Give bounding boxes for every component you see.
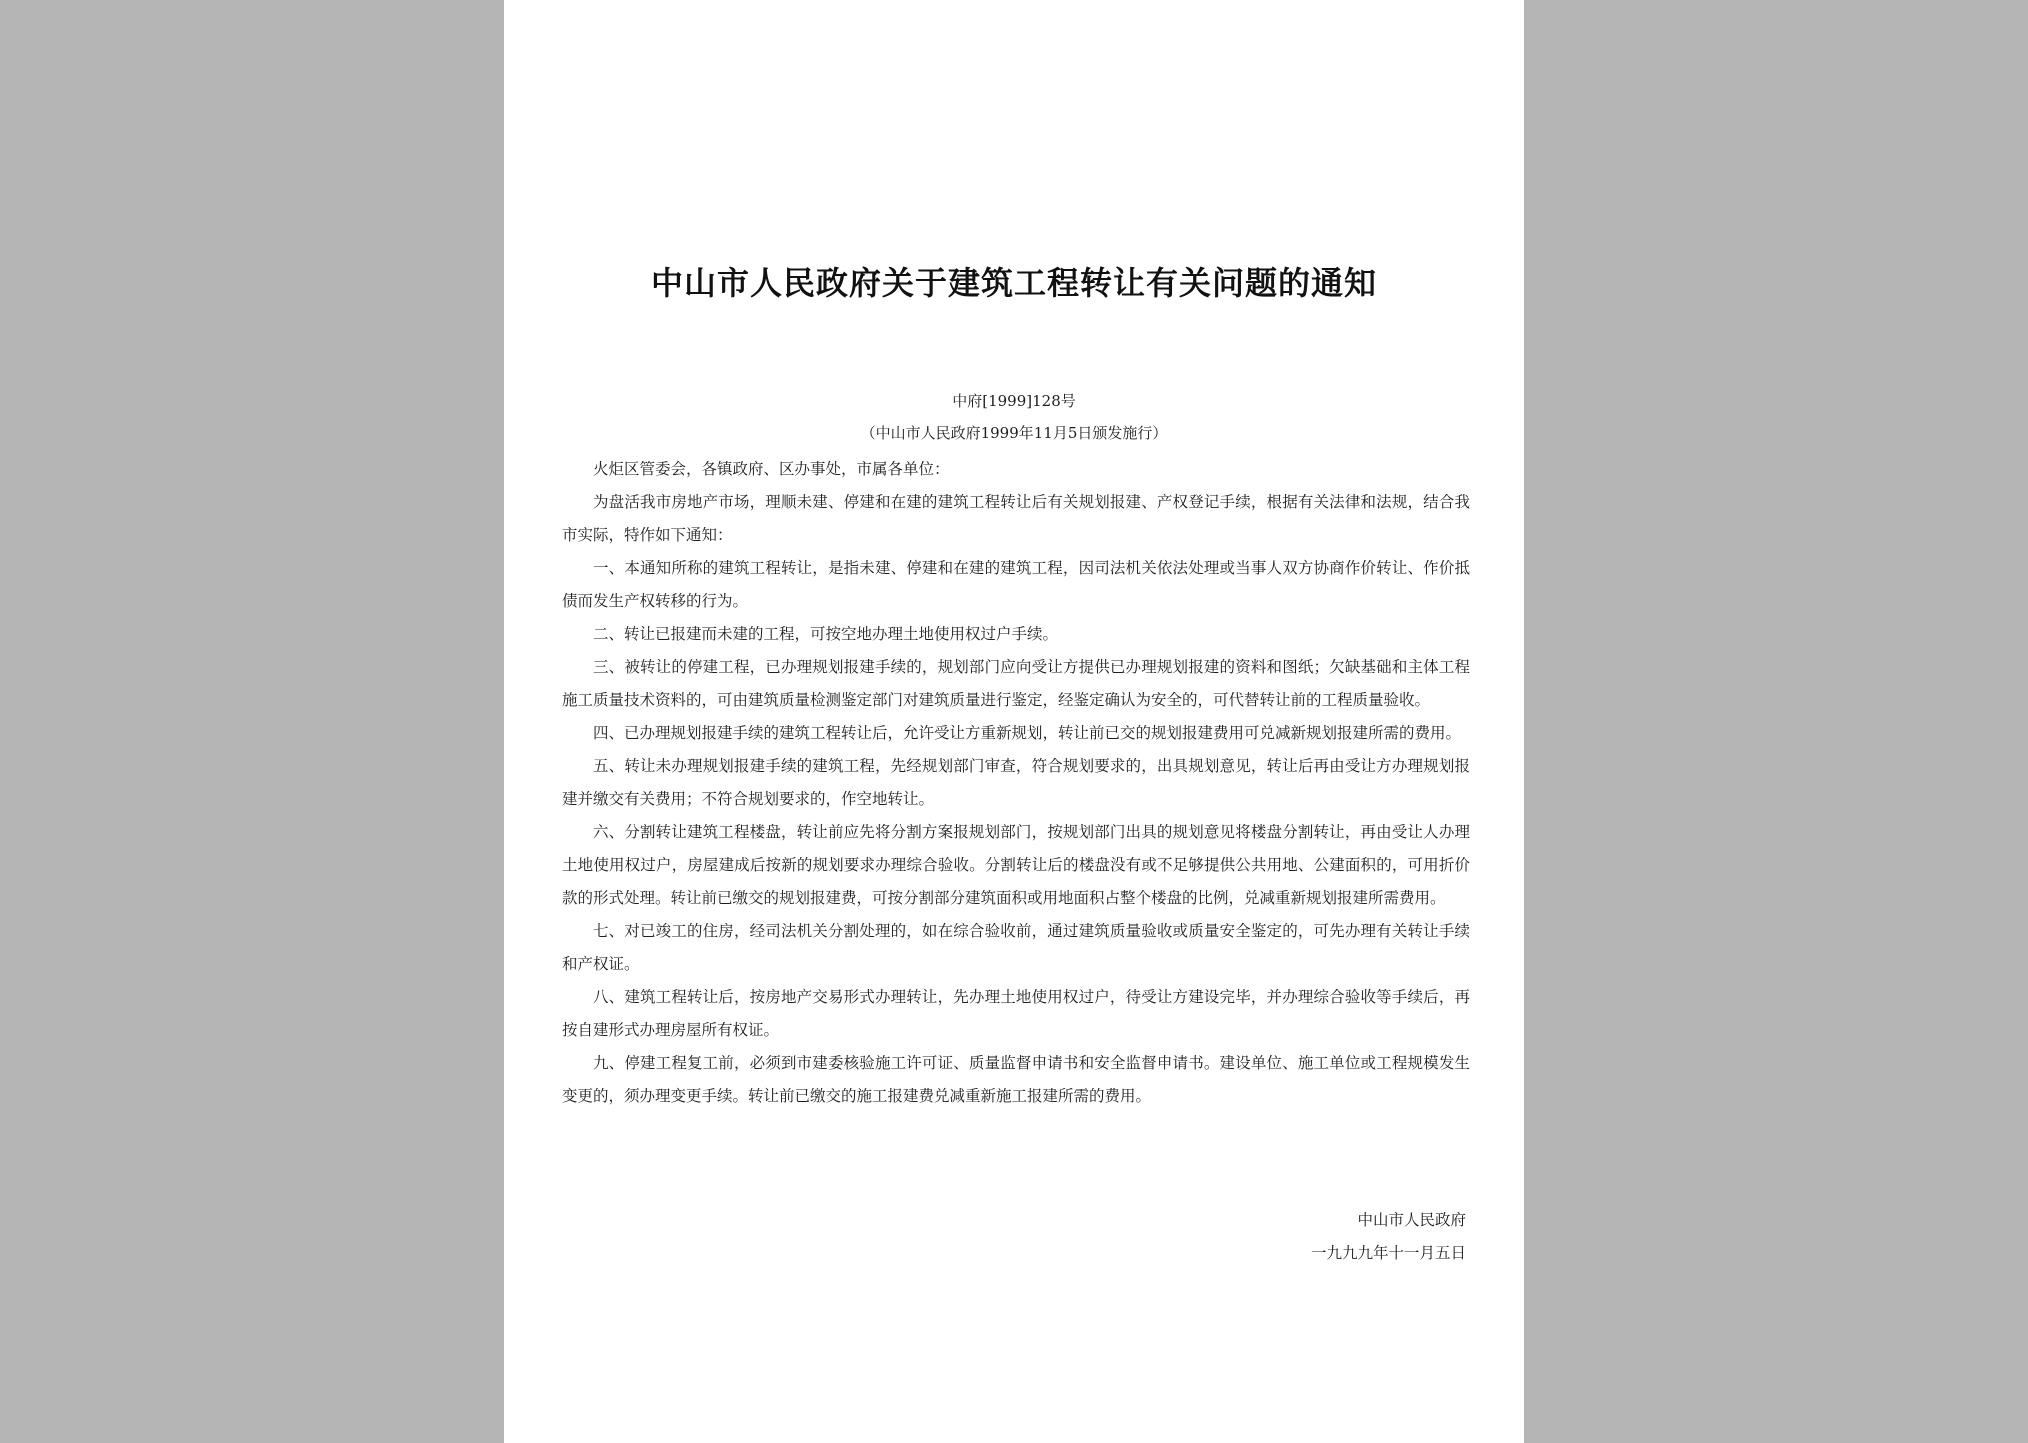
- signature-organization: 中山市人民政府: [1357, 1211, 1466, 1229]
- document-body: [562, 453, 1470, 1113]
- paragraph-4: 四、已办理规划报建手续的建筑工程转让后，允许受让方重新规划，转让前已交的规划报建费用可兑减新规划报建所需的费用。: [593, 724, 1462, 742]
- signature-date: 一九九九年十一月五日: [1310, 1244, 1466, 1262]
- issued-note: （中山市人民政府1999年11月5日颁发施行）: [860, 424, 1168, 442]
- paragraph-6: 六、分割转让建筑工程楼盘，转让前应先将分割方案报规划部门，按规划部门出具的规划意见将楼盘分割转让，再由受让人办理土地使用权过户，房屋建成后按新的规划要求办理综合验收。分割转让后的楼盘没有或不足够提供公共用地、公建面积的，可用折价款的形式处理。转让前已缴交的规划报建费，可按分割部分建筑面积或用地面积占整个楼盘的比例，兑减重新规划报建所需费用。: [562, 823, 1470, 907]
- document-number: 中府[1999]128号: [952, 392, 1076, 410]
- paragraph-3: 三、被转让的停建工程，已办理规划报建手续的，规划部门应向受让方提供已办理规划报建的资料和图纸；欠缺基础和主体工程施工质量技术资料的，可由建筑质量检测鉴定部门对建筑质量进行鉴定，经鉴定确认为安全的，可代替转让前的工程质量验收。: [562, 658, 1470, 709]
- paragraph-7: 七、对已竣工的住房，经司法机关分割处理的，如在综合验收前，通过建筑质量验收或质量安全鉴定的，可先办理有关转让手续和产权证。: [562, 922, 1470, 973]
- paragraph-9: 九、停建工程复工前，必须到市建委核验施工许可证、质量监督申请书和安全监督申请书。建设单位、施工单位或工程规模发生变更的，须办理变更手续。转让前已缴交的施工报建费兑减重新施工报建所需的费用。: [562, 1054, 1470, 1105]
- paragraph-8: 八、建筑工程转让后，按房地产交易形式办理转让，先办理土地使用权过户，待受让方建设完毕，并办理综合验收等手续后，再按自建形式办理房屋所有权证。: [562, 988, 1470, 1039]
- document-title: 中山市人民政府关于建筑工程转让有关问题的通知: [650, 264, 1377, 302]
- paragraph-5: 五、转让未办理规划报建手续的建筑工程，先经规划部门审查，符合规划要求的，出具规划意见，转让后再由受让方办理规划报建并缴交有关费用；不符合规划要求的，作空地转让。: [562, 757, 1470, 808]
- paragraph-1: 一、本通知所称的建筑工程转让，是指未建、停建和在建的建筑工程，因司法机关依法处理或当事人双方协商作价转让、作价抵债而发生产权转移的行为。: [562, 559, 1470, 610]
- paragraph-preamble: 为盘活我市房地产市场，理顺未建、停建和在建的建筑工程转让后有关规划报建、产权登记手续，根据有关法律和法规，结合我市实际，特作如下通知：: [562, 493, 1470, 544]
- paragraph-2: 二、转让已报建而未建的工程，可按空地办理土地使用权过户手续。: [593, 625, 1059, 643]
- document-page: [504, 0, 1524, 1443]
- salutation: 火炬区管委会，各镇政府、区办事处，市属各单位：: [593, 460, 950, 478]
